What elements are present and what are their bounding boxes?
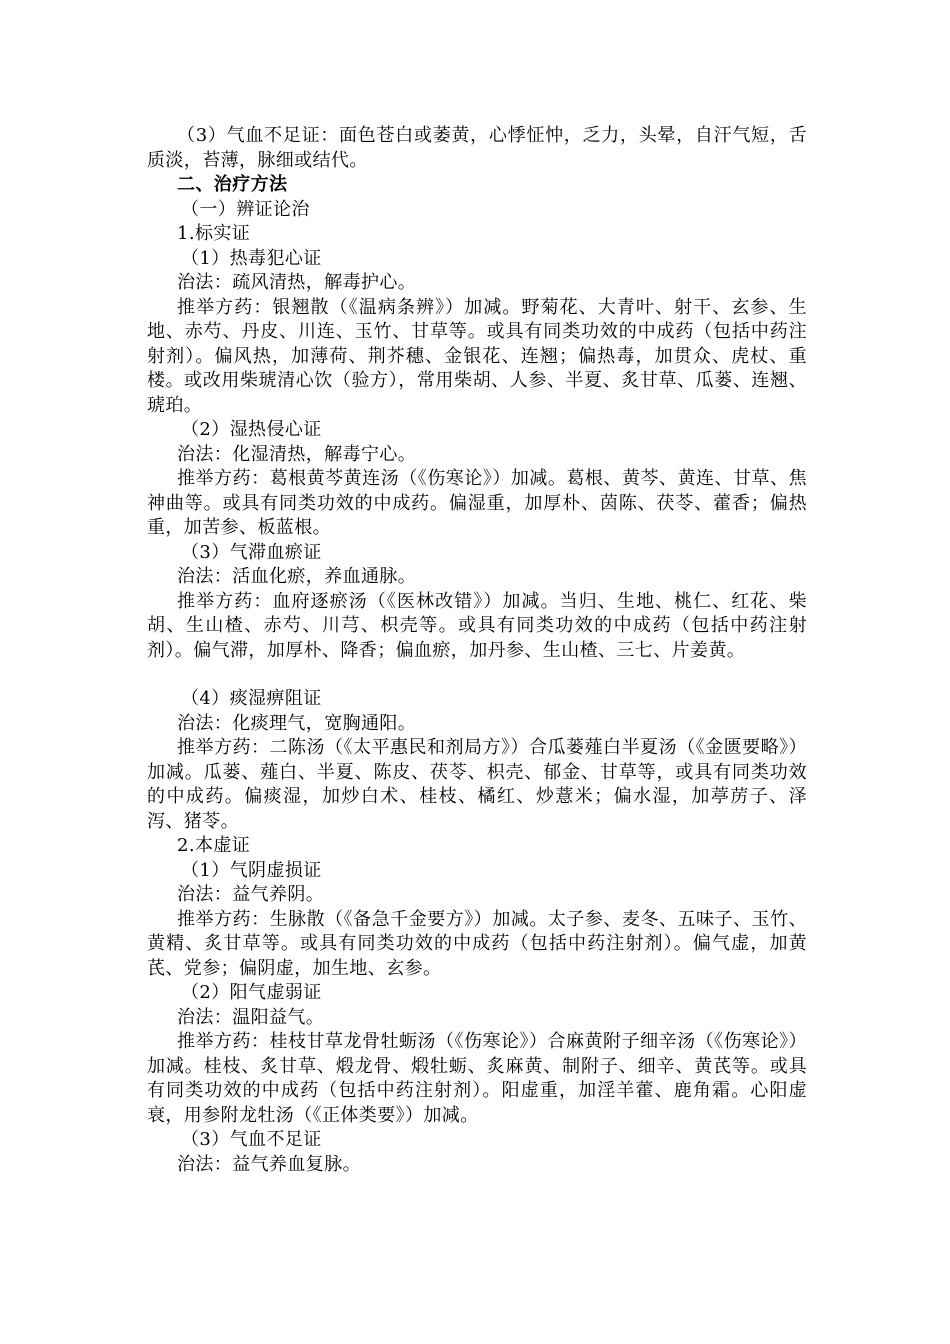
section-heading-treatment: 二、治疗方法: [177, 174, 288, 195]
syndrome-heading-qiyin: （1）气阴虚损证: [181, 859, 322, 881]
treatment-principle: 治法：活血化瘀，养血通脉。: [177, 566, 417, 587]
treatment-principle: 治法：化痰理气，宽胸通阳。: [177, 712, 417, 734]
prescription-paragraph: 推举方药：二陈汤（《太平惠民和剂局方》）合瓜蒌薤白半夏汤（《金匮要略》）加减。瓜蒌、薤白、半夏、陈皮、茯苓、枳壳、郁金、甘草等，或具有同类功效的中成药。偏痰湿，加炒白术、桂枝、橘红、炒薏米；偏水湿，加葶苈子、泽泻、猪苓。: [147, 737, 807, 832]
prescription-paragraph: 推举方药：血府逐瘀汤（《医林改错》）加减。当归、生地、桃仁、红花、柴胡、生山楂、赤芍、川芎、枳壳等。或具有同类功效的中成药（包括中药注射剂）。偏气滞，加厚朴、降香；偏血瘀，加丹参、生山楂、三七、片姜黄。: [147, 590, 807, 661]
treatment-principle: 治法：益气养血复脉。: [177, 1153, 361, 1175]
prescription-paragraph: 推举方药：葛根黄芩黄连汤（《伤寒论》）加减。葛根、黄芩、黄连、甘草、焦神曲等。或具有同类功效的中成药。偏湿重，加厚朴、茵陈、茯苓、藿香；偏热重，加苦参、板蓝根。: [147, 468, 807, 538]
paragraph-gap: [147, 663, 807, 687]
syndrome-heading-qixue: （3）气血不足证: [181, 1129, 322, 1150]
prescription-paragraph: 推举方药：桂枝甘草龙骨牡蛎汤（《伤寒论》）合麻黄附子细辛汤（《伤寒论》）加减。桂枝、炙甘草、煅龙骨、煅牡蛎、炙麻黄、制附子、细辛、黄芪等。或具有同类功效的中成药（包括中药注射剂）。阳虚重，加淫羊藿、鹿角霜。心阳虚衰，用参附龙牡汤（《正体类要》）加减。: [147, 1031, 807, 1126]
syndrome-heading-qizhi: （3）气滞血瘀证: [181, 541, 322, 563]
document-body: [147, 124, 807, 1177]
subsection-heading-syndrome: （一）辨证论治: [181, 198, 310, 220]
syndrome-heading-yangqi: （2）阳气虚弱证: [181, 982, 322, 1003]
syndrome-heading-shire: （2）湿热侵心证: [181, 419, 322, 440]
category-heading-benxu: 2.本虚证: [177, 835, 251, 856]
prescription-paragraph: 推举方药：银翘散（《温病条辨》）加减。野菊花、大青叶、射干、玄参、生地、赤芍、丹皮、川连、玉竹、甘草等。或具有同类功效的中成药（包括中药注射剂）。偏风热，加薄荷、荆芥穗、金银花、连翘；偏热毒，加贯众、虎杖、重楼。或改用柴琥清心饮（验方），常用柴胡、人参、半夏、炙甘草、瓜蒌、连翘、琥珀。: [147, 296, 807, 416]
treatment-principle: 治法：益气养阴。: [177, 884, 325, 905]
treatment-principle: 治法：温阳益气。: [177, 1006, 325, 1028]
prescription-paragraph: 推举方药：生脉散（《备急千金要方》）加减。太子参、麦冬、五味子、玉竹、黄精、炙甘草等。或具有同类功效的中成药（包括中药注射剂）。偏气虚，加黄芪、党参；偏阴虚，加生地、玄参。: [147, 908, 807, 979]
treatment-principle: 治法：疏风清热，解毒护心。: [177, 272, 417, 293]
syndrome-heading-redu: （1）热毒犯心证: [181, 247, 322, 269]
category-heading-biaoshi: 1.标实证: [177, 223, 251, 244]
treatment-principle: 治法：化湿清热，解毒宁心。: [177, 443, 417, 465]
symptom-paragraph-qixue: （3）气血不足证：面色苍白或萎黄，心悸怔忡，乏力，头晕，自汗气短，舌质淡，苔薄，脉细或结代。: [147, 125, 807, 171]
syndrome-heading-tanshi: （4）痰湿痹阻证: [181, 688, 322, 709]
